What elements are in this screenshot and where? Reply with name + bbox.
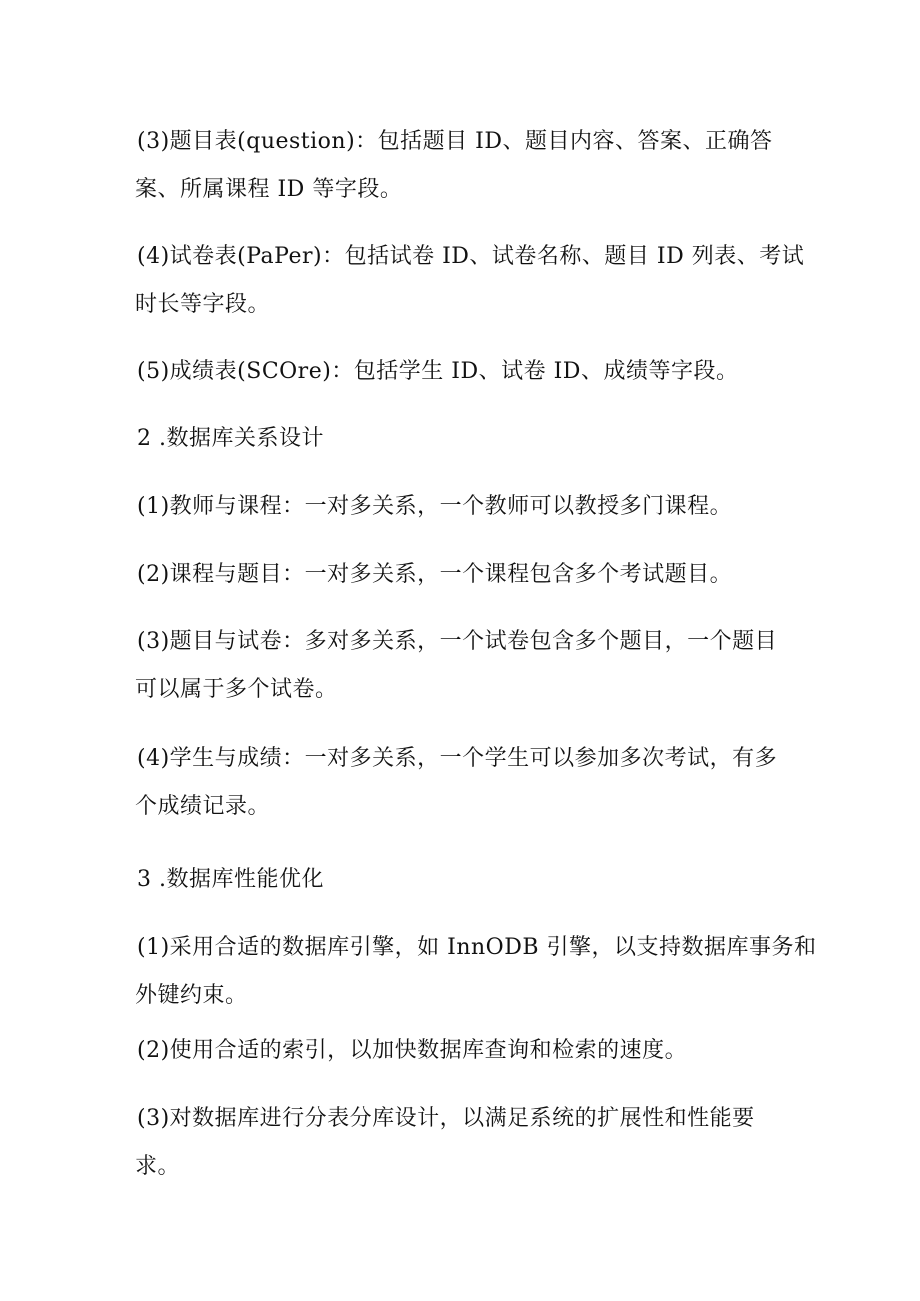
text-line: 时长等字段。 (135, 292, 271, 317)
text-line: (3)题目表(question)：包括题目 ID、题目内容、答案、正确答 (137, 129, 773, 154)
text-line: 个成绩记录。 (135, 794, 271, 819)
paragraph-optimization-1 (135, 924, 817, 1020)
paragraph-question-table (137, 118, 787, 214)
paragraph-relation-1 (137, 483, 787, 531)
text-line: (3)题目与试卷：多对多关系，一个试卷包含多个题目，一个题目 (137, 629, 778, 654)
paragraph-relation-4 (137, 735, 787, 831)
text-line: (1)采用合适的数据库引擎，如 InnODB 引擎，以支持数据库事务和 (137, 935, 817, 960)
text-line: 3 .数据库性能优化 (137, 867, 324, 892)
text-line: 案、所属课程 ID 等字段。 (135, 177, 403, 202)
paragraph-relation-3 (137, 618, 787, 714)
section-heading-relations (137, 415, 787, 463)
paragraph-optimization-3 (137, 1095, 787, 1191)
paragraph-score-table (137, 348, 787, 396)
text-line: (2)使用合适的索引，以加快数据库查询和检索的速度。 (137, 1038, 688, 1063)
paragraph-paper-table (135, 233, 805, 329)
text-line: 可以属于多个试卷。 (135, 677, 338, 702)
paragraph-optimization-2 (137, 1027, 787, 1075)
text-line: (2)课程与题目：一对多关系，一个课程包含多个考试题目。 (137, 562, 733, 587)
text-line: (4)学生与成绩：一对多关系，一个学生可以参加多次考试，有多 (137, 746, 778, 771)
text-line: 2 .数据库关系设计 (137, 426, 324, 451)
text-line: (4)试卷表(PaPer)：包括试卷 ID、试卷名称、题目 ID 列表、考试 (137, 244, 805, 269)
text-line: 求。 (135, 1154, 181, 1179)
text-line: (1)教师与课程：一对多关系，一个教师可以教授多门课程。 (137, 494, 733, 519)
paragraph-relation-2 (137, 551, 787, 599)
section-heading-performance (137, 856, 787, 904)
text-line: (5)成绩表(SCOre)：包括学生 ID、试卷 ID、成绩等字段。 (137, 359, 739, 384)
text-line: 外键约束。 (135, 983, 248, 1008)
text-line: (3)对数据库进行分表分库设计，以满足系统的扩展性和性能要 (137, 1106, 755, 1131)
